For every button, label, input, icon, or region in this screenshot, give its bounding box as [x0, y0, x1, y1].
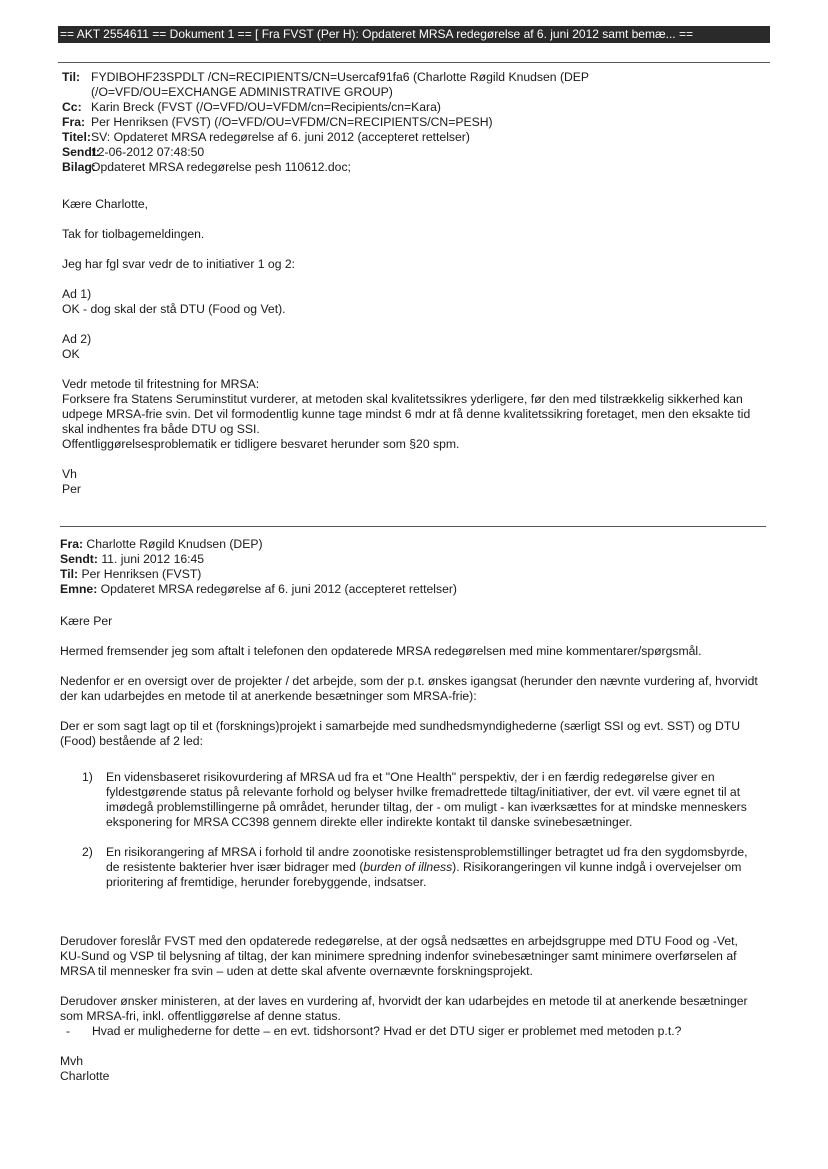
titel-value: SV: Opdateret MRSA redegørelse af 6. juni 2012 (accepteret rettelser)	[91, 130, 470, 144]
banner-text: == AKT 2554611 == Dokument 1 == [ Fra FVST (Per H): Opdateret MRSA redegørelse af 6. juni 2012 samt bemæ... ==	[60, 27, 693, 41]
fra-label: Fra:	[62, 115, 86, 129]
email-header-reply	[62, 70, 762, 175]
orig-header-sendt: Sendt: 11. juni 2012 16:45	[60, 552, 205, 566]
reply-thanks: Tak for tiolbagemeldingen.	[62, 227, 205, 241]
list-item-text: En risikorangering af MRSA i forhold til andre zoonotiske resistensproblemstillinger betragtet ud fra den sygdomsbyrde, de resistente bakterier hver især bidrager med (burden of illness). Risikorangeringen vil kunne indgå i overvejelser om prioritering af fremtidige, herunder forebyggende, indsatser.	[106, 845, 748, 889]
header-row-til	[62, 70, 762, 100]
bilag-value: Opdateret MRSA redegørelse pesh 110612.doc;	[91, 160, 351, 174]
original-body-bottom	[60, 934, 760, 1084]
orig-sign-mvh: Mvh	[60, 1054, 84, 1068]
reply-intro: Jeg har fgl svar vedr de to initiativer 1 og 2:	[62, 257, 296, 271]
orig-paragraph-3: Der er som sagt lagt op til et (forsknings)projekt i samarbejde med sundhedsmyndighederne (særligt SSI og evt. SST) og DTU (Food) bestående af 2 led:	[60, 719, 741, 748]
divider-middle	[60, 526, 766, 527]
reply-greeting: Kære Charlotte,	[62, 197, 149, 211]
reply-ad1-text: OK - dog skal der stå DTU (Food og Vet).	[62, 302, 286, 316]
orig-header-emne: Emne: Opdateret MRSA redegørelse af 6. juni 2012 (accepteret rettelser)	[60, 582, 457, 596]
original-body-top	[60, 614, 760, 749]
orig-paragraph-4: Derudover foreslår FVST med den opdaterede redegørelse, at der også nedsættes en arbejdsgruppe med DTU Food og -Vet, KU-Sund og VSP til belysning af tiltag, der kan minimere spredning indenfor svinebesætninger samt minimere overførselen af MRSA til mennesker fra svin – uden at dette skal afvente overnævnte forskningsprojekt.	[60, 934, 738, 978]
reply-ad2-text: OK	[62, 347, 80, 361]
list-item-number: 1)	[82, 770, 93, 784]
list-item	[82, 770, 762, 830]
orig-header-til: Til: Per Henriksen (FVST)	[60, 567, 202, 581]
reply-sign-vh: Vh	[62, 467, 77, 481]
email-header-original	[60, 537, 760, 597]
header-row-bilag	[62, 160, 762, 175]
til-value: FYDIBOHF23SPDLT /CN=RECIPIENTS/CN=Usercaf91fa6 (Charlotte Røgild Knudsen (DEP (/O=VFD/OU=EXCHANGE ADMINISTRATIVE GROUP)	[91, 70, 590, 99]
header-row-titel	[62, 130, 762, 145]
reply-ad1-title: Ad 1)	[62, 287, 92, 301]
sendt-label: Sendt:	[62, 145, 100, 159]
bilag-label: Bilag:	[62, 160, 96, 174]
orig-paragraph-5: Derudover ønsker ministeren, at der laves en vurdering af, hvorvidt der kan udarbejdes en metode til at anerkende besætninger som MRSA-fri, inkl. offentliggørelse af denne status.	[60, 994, 748, 1023]
dash-bullet: -	[66, 1024, 71, 1038]
orig-sign-name: Charlotte	[60, 1069, 110, 1083]
titel-label: Titel:	[62, 130, 91, 144]
orig-paragraph-1: Hermed fremsender jeg som aftalt i telefonen den opdaterede MRSA redegørelsen med mine kommentarer/spørgsmål.	[60, 644, 702, 658]
orig-header-fra: Fra: Charlotte Røgild Knudsen (DEP)	[60, 537, 263, 551]
list-item-number: 2)	[82, 845, 93, 859]
reply-method-text: Forksere fra Statens Seruminstitut vurderer, at metoden skal kvalitetssikres yderligere, før den med tilstrækkelig sikkerhed kan udpege MRSA-frie svin. Det vil formodentlig kunne tage mindst 6 mdr at få denne kvalitetssikring foretaget, men den eksakte tid skal indhentes fra både DTU og SSI.	[62, 392, 751, 436]
dash-item-text: Hvad er mulighederne for dette – en evt. tidshorsont? Hvad er det DTU siger er problemet med metoden p.t.?	[92, 1024, 682, 1038]
header-row-sendt	[62, 145, 762, 160]
orig-greeting: Kære Per	[60, 614, 113, 628]
til-label: Til:	[62, 70, 81, 84]
reply-method-text2: Offentliggørelsesproblematik er tidligere besvaret herunder som §20 spm.	[62, 437, 460, 451]
list-item-text: En vidensbaseret risikovurdering af MRSA ud fra et "One Health" perspektiv, der i en færdig redegørelse giver en fyldestgørende status på relevante forhold og belyser hvilke fremadrettede tiltag/initiativer, der evt. vil være egnet til at imødegå problemstillingerne på området, herunder tiltag, der - om muligt - kan iværksættes for at mindske menneskers eksponering for MRSA CC398 gennem direkte eller indirekte kontakt til danske svinebesætninger.	[106, 770, 747, 829]
dash-list-item	[60, 1024, 760, 1039]
document-banner	[58, 26, 770, 43]
fra-value: Per Henriksen (FVST) (/O=VFD/OU=VFDM/CN=RECIPIENTS/CN=PESH)	[91, 115, 493, 129]
reply-body	[62, 197, 762, 497]
cc-value: Karin Breck (FVST (/O=VFD/OU=VFDM/cn=Recipients/cn=Kara)	[91, 100, 441, 114]
header-row-cc	[62, 100, 762, 115]
numbered-list	[82, 770, 762, 890]
header-row-fra	[62, 115, 762, 130]
reply-method-title: Vedr metode til fritestning for MRSA:	[62, 377, 260, 391]
divider-top	[58, 62, 770, 63]
cc-label: Cc:	[62, 100, 82, 114]
reply-ad2-title: Ad 2)	[62, 332, 92, 346]
reply-sign-name: Per	[62, 482, 81, 496]
list-item	[82, 845, 762, 890]
sendt-value: 12-06-2012 07:48:50	[91, 145, 205, 159]
orig-paragraph-2: Nedenfor er en oversigt over de projekter / det arbejde, som der p.t. ønskes igangsat (herunder den nævnte vurdering af, hvorvidt der kan udarbejdes en metode til at anerkende besætninger som MRSA-frie):	[60, 674, 758, 703]
burden-of-illness-term: burden of illness	[363, 860, 453, 874]
